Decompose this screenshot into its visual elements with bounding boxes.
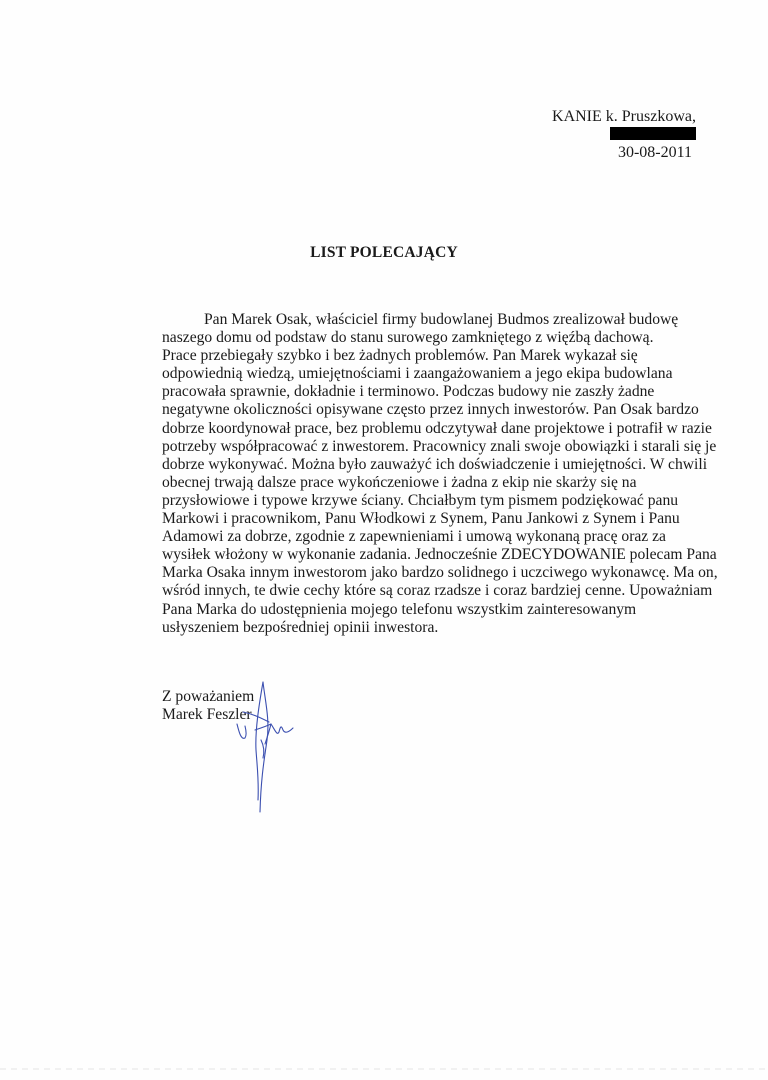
body-line: Marka Osaka innym inwestorom jako bardzo solidnego i uczciwego wykonawcę. Ma on,: [162, 564, 718, 582]
scan-edge-noise: [0, 1068, 768, 1070]
body-line: Prace przebiegały szybko i bez żadnych problemów. Pan Marek wykazał się: [162, 347, 638, 365]
body-line: Adamowi za dobrze, zgodnie z zapewnieniami i umową wykonaną pracę oraz za: [162, 528, 666, 546]
body-line: Markowi i pracownikom, Panu Włodkowi z Synem, Panu Jankowi z Synem i Panu: [162, 510, 680, 528]
signatory-name: Marek Feszler: [162, 706, 252, 723]
body-line: wysiłek włożony w wykonanie zadania. Jednocześnie ZDECYDOWANIE polecam Pana: [162, 546, 717, 564]
redaction-bar: [610, 127, 696, 140]
letter-place: KANIE k. Pruszkowa,: [552, 108, 696, 125]
letter-title: LIST POLECAJĄCY: [310, 244, 458, 261]
body-line: wśród innych, te dwie cechy które są coraz rzadsze i coraz bardziej cenne. Upoważniam: [162, 582, 713, 600]
body-line: naszego domu od podstaw do stanu surowego zamkniętego z więźbą dachową.: [162, 329, 654, 347]
body-line: pracowała sprawnie, dokładnie i terminowo. Podczas budowy nie zaszły żadne: [162, 383, 655, 401]
letter-body: [162, 311, 722, 637]
body-line: przysłowiowe i typowe krzywe ściany. Chciałbym tym pismem podziękować panu: [162, 491, 679, 509]
handwritten-signature: [225, 680, 305, 815]
body-line: potrzeby współpracować z inwestorem. Pracownicy znali swoje obowiązki i starali się je: [162, 437, 717, 455]
body-line: Pana Marka do udostępnienia mojego telefonu wszystkim zainteresowanym: [162, 600, 637, 618]
body-line: dobrze koordynował prace, bez problemu odczytywał dane projektowe i potrafił w razie: [162, 419, 712, 437]
body-line: dobrze wykonywać. Można było zauważyć ich doświadczenie i umiejętności. W chwili: [162, 455, 708, 473]
letter-date: 30-08-2011: [617, 144, 692, 161]
body-line: Pan Marek Osak, właściciel firmy budowlanej Budmos zrealizował budowę: [204, 311, 679, 328]
closing-salutation: Z poważaniem: [162, 688, 255, 705]
body-line: usłyszeniem bezpośredniej opinii inwestora.: [162, 618, 439, 636]
body-line: obecnej trwają dalsze prace wykończeniowe i żadna z ekip nie skarży się na: [162, 473, 637, 491]
body-line: odpowiednią wiedzą, umiejętnościami i zaangażowaniem a jego ekipa budowlana: [162, 365, 673, 383]
body-line: negatywne okoliczności opisywane często przez innych inwestorów. Pan Osak bardzo: [162, 401, 699, 419]
